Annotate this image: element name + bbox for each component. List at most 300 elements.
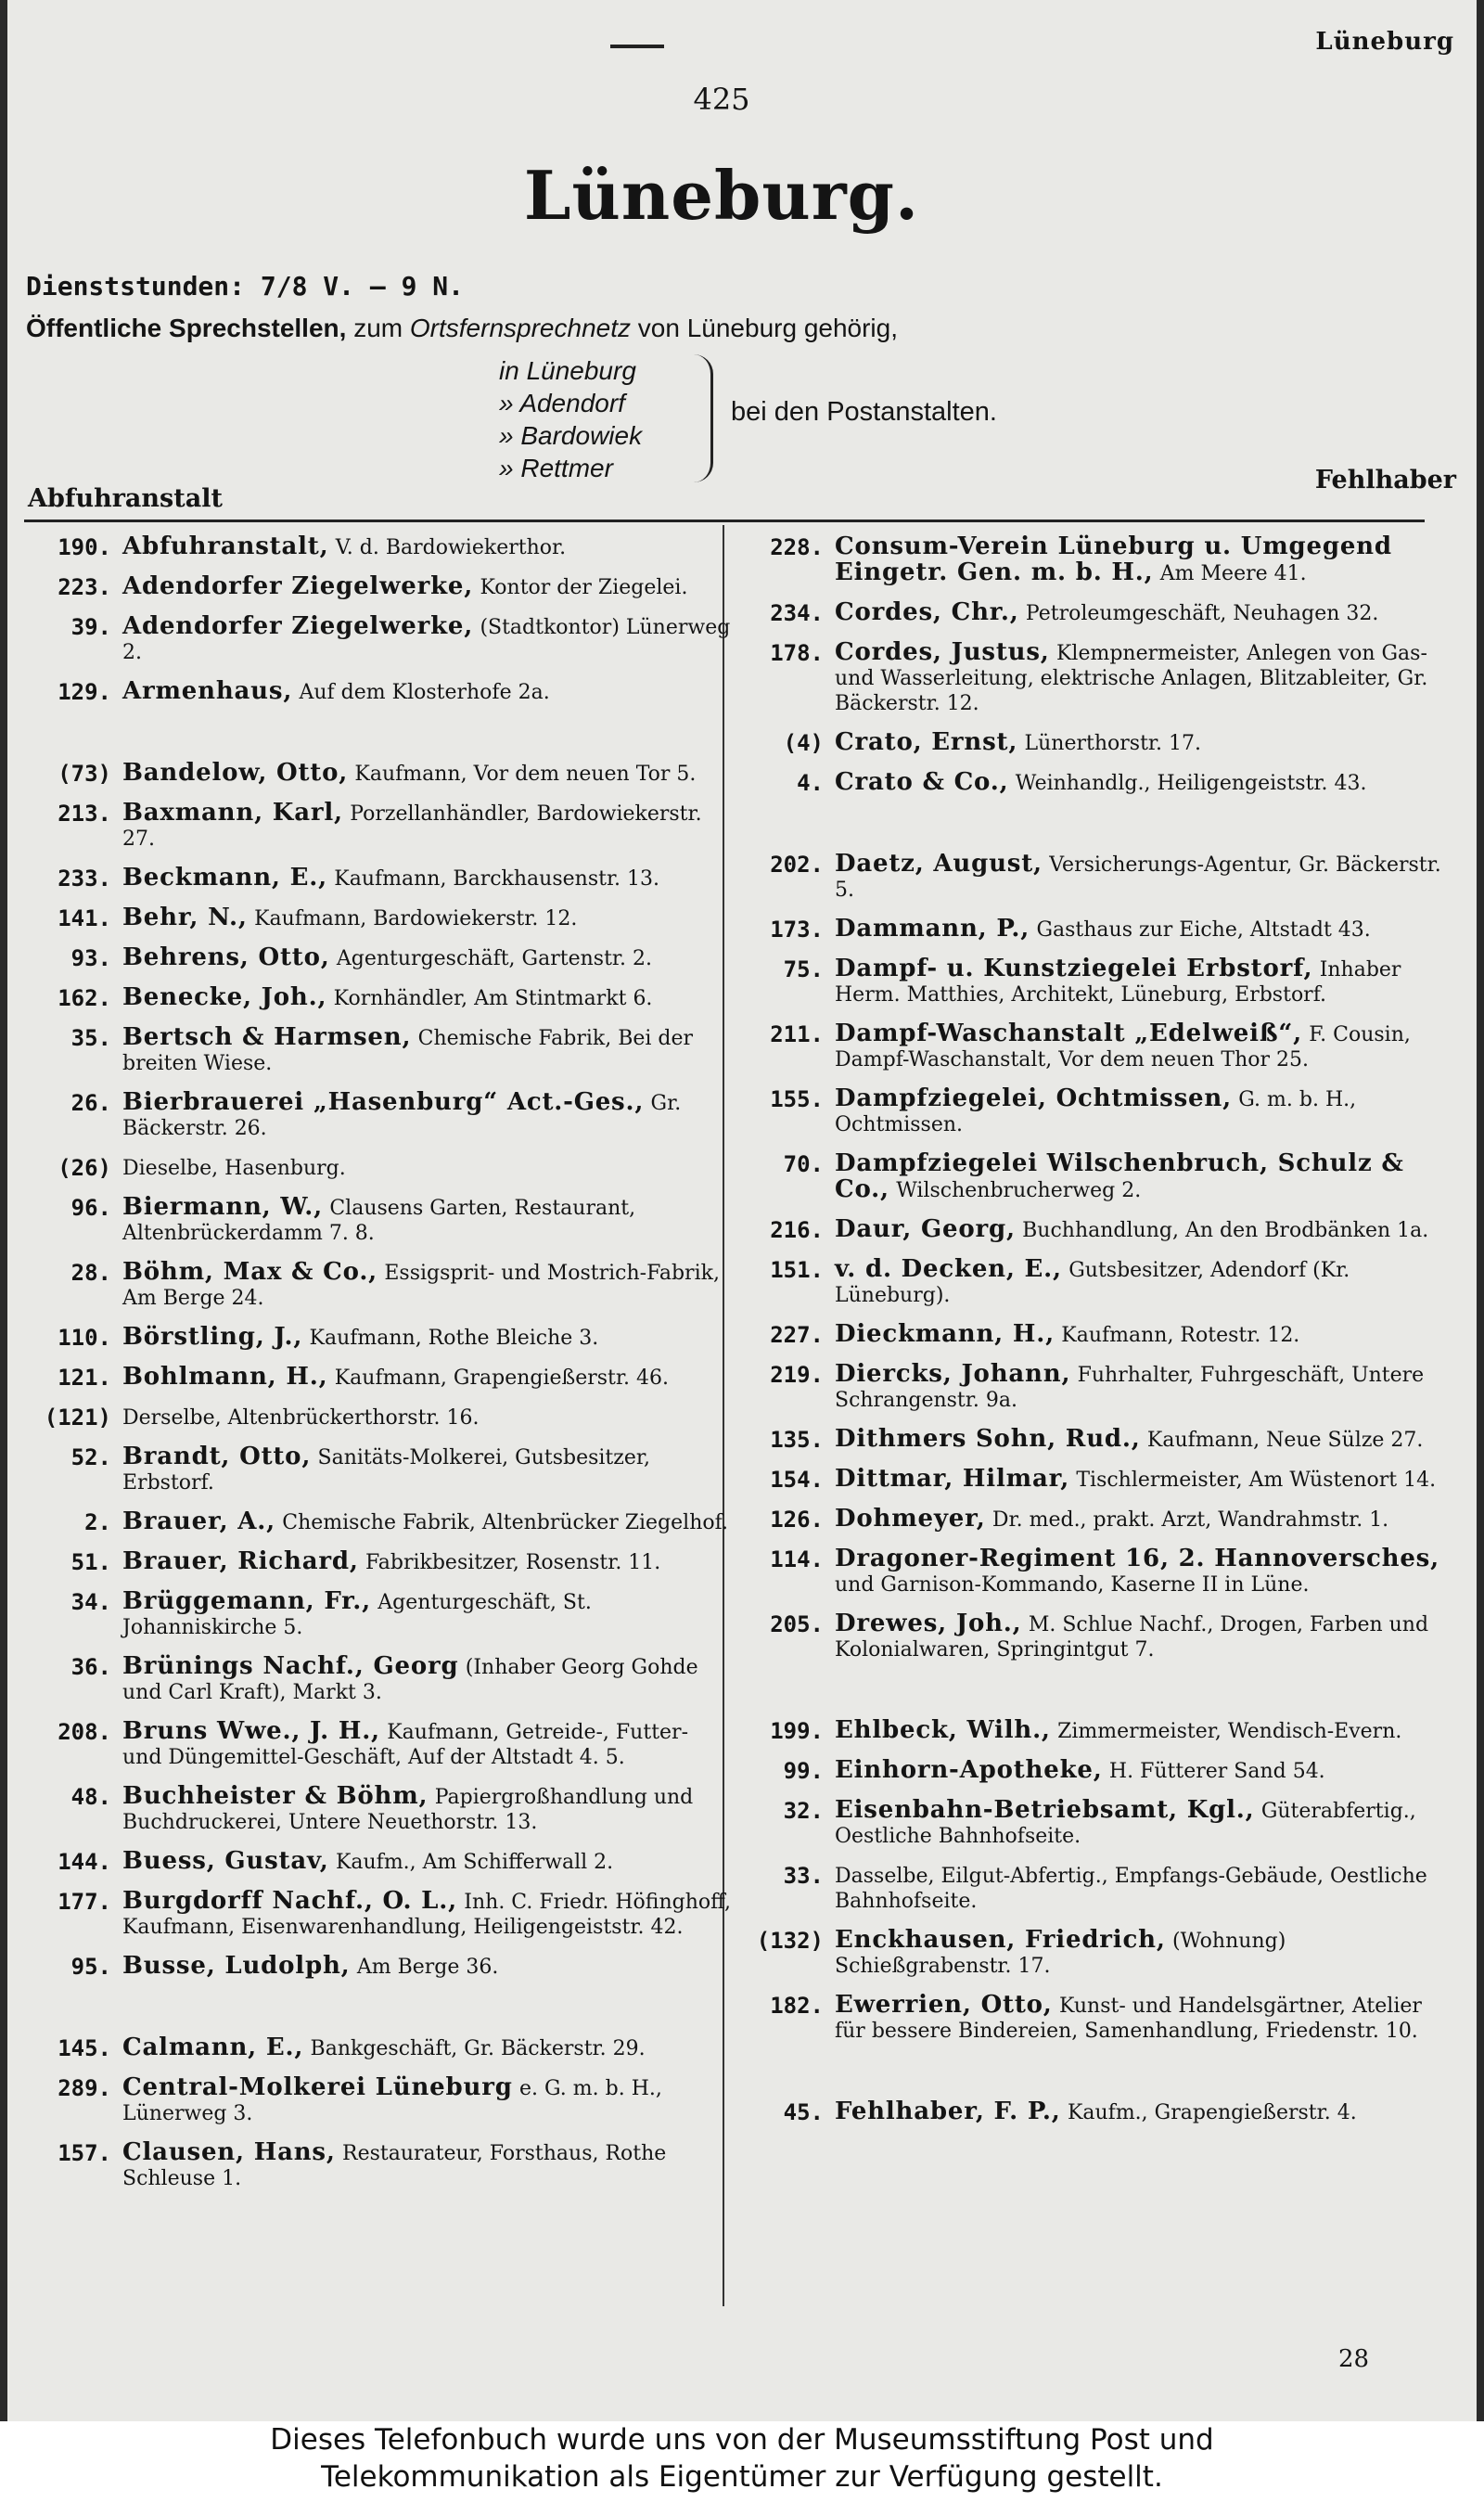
subscriber-details: Kaufm., Grapengießerstr. 4. bbox=[1067, 2101, 1357, 2124]
directory-entry bbox=[740, 1467, 1454, 1493]
phone-number: 202. bbox=[770, 852, 824, 878]
subscriber-details: Am Meere 41. bbox=[1159, 562, 1307, 585]
place-item: in Lüneburg bbox=[499, 356, 636, 385]
entry-text bbox=[122, 2140, 733, 2191]
phone-number: 141. bbox=[58, 905, 111, 931]
subscriber-name: Bruns Wwe., J. H., bbox=[122, 1717, 380, 1745]
directory-entry bbox=[28, 985, 733, 1011]
subscriber-name: Behrens, Otto, bbox=[122, 943, 330, 971]
entry-text bbox=[122, 1954, 733, 1980]
entry-text bbox=[122, 945, 733, 971]
subscriber-details: (Inhaber Georg Gohde und Carl Kraft), Markt 3. bbox=[122, 1656, 698, 1704]
phone-number: 162. bbox=[58, 985, 111, 1011]
entry-text bbox=[835, 1718, 1454, 1744]
entry-text bbox=[835, 1758, 1454, 1784]
service-hours: Dienststunden: 7/8 V. — 9 N. bbox=[26, 271, 465, 302]
place-item: » Rettmer bbox=[499, 454, 613, 482]
subscriber-name: Crato & Co., bbox=[835, 768, 1009, 796]
directory-entry bbox=[28, 2075, 733, 2126]
phone-number: 75. bbox=[783, 956, 824, 982]
subscriber-details: Kaufmann, Rothe Bleiche 3. bbox=[309, 1327, 599, 1350]
phone-number: 173. bbox=[770, 917, 824, 943]
subscriber-name: Bandelow, Otto, bbox=[122, 759, 349, 787]
phone-number: 213. bbox=[58, 801, 111, 827]
subscriber-name: Crato, Ernst, bbox=[835, 728, 1018, 756]
entry-text bbox=[122, 2035, 733, 2061]
entry-text bbox=[122, 761, 733, 787]
entry-text bbox=[835, 730, 1454, 756]
subscriber-details: Gutsbesitzer, Adendorf (Kr. Lüneburg). bbox=[835, 1259, 1350, 1307]
directory-entry bbox=[28, 1365, 733, 1391]
subscriber-name: Burgdorff Nachf., O. L., bbox=[122, 1887, 457, 1915]
directory-entry bbox=[740, 640, 1454, 716]
right-column bbox=[740, 534, 1454, 2139]
subscriber-name: Dithmers Sohn, Rud., bbox=[835, 1425, 1141, 1453]
directory-entry bbox=[740, 1086, 1454, 1137]
subscriber-details: Wilschenbrucherweg 2. bbox=[896, 1179, 1142, 1202]
phone-number: 155. bbox=[770, 1086, 824, 1112]
subscriber-details: Zimmermeister, Wendisch-Evern. bbox=[1057, 1720, 1402, 1743]
directory-entry bbox=[740, 1257, 1454, 1308]
entry-text bbox=[835, 1362, 1454, 1413]
subscriber-name: Adendorfer Ziegelwerke, bbox=[122, 612, 474, 640]
subscriber-name: Dohmeyer, bbox=[835, 1505, 986, 1533]
place-item: » Bardowiek bbox=[499, 421, 643, 450]
subscriber-details: Weinhandlg., Heiligengeiststr. 43. bbox=[1015, 772, 1367, 795]
subscriber-details: Güterabfertig., Oestliche Bahnhofseite. bbox=[835, 1800, 1416, 1848]
subscriber-name: Bertsch & Harmsen, bbox=[122, 1023, 412, 1051]
directory-entry bbox=[740, 956, 1454, 1007]
entry-text bbox=[835, 1928, 1454, 1979]
entry-text bbox=[122, 574, 733, 600]
subscriber-name: Daur, Georg, bbox=[835, 1215, 1016, 1243]
subscriber-name: Consum-Verein Lüneburg u. Umgegend Eingetr. Gen. m. b. H., bbox=[835, 532, 1392, 586]
subscriber-details: Kaufmann, Getreide-, Futter- und Düngemittel-Geschäft, Auf der Altstadt 4. 5. bbox=[122, 1721, 688, 1769]
phone-number: 48. bbox=[70, 1784, 111, 1810]
entry-text bbox=[835, 1322, 1454, 1348]
directory-entry bbox=[28, 1589, 733, 1640]
entry-text bbox=[122, 1365, 733, 1391]
entry-text bbox=[835, 770, 1454, 796]
phone-number: 178. bbox=[770, 640, 824, 666]
directory-entry bbox=[28, 614, 733, 665]
phone-number: 33. bbox=[783, 1863, 824, 1889]
phone-number: 110. bbox=[58, 1325, 111, 1351]
subscriber-name: Beckmann, E., bbox=[122, 864, 327, 892]
entry-text bbox=[835, 2099, 1454, 2125]
entry-text bbox=[835, 917, 1454, 943]
subscriber-name: Börstling, J., bbox=[122, 1323, 303, 1351]
entry-text bbox=[835, 1546, 1454, 1597]
subscriber-details: und Garnison-Kommando, Kaserne II in Lüne. bbox=[835, 1573, 1310, 1597]
subscriber-details: Tischlermeister, Am Wüstenort 14. bbox=[1076, 1469, 1437, 1492]
subscriber-name: Brauer, Richard, bbox=[122, 1547, 359, 1575]
subscriber-details: H. Fütterer Sand 54. bbox=[1108, 1760, 1325, 1783]
phone-number: 223. bbox=[58, 574, 111, 600]
subscriber-name: Drewes, Joh., bbox=[835, 1610, 1022, 1637]
subscriber-name: Brauer, A., bbox=[122, 1508, 275, 1535]
directory-entry bbox=[28, 1509, 733, 1535]
phone-number: 289. bbox=[58, 2075, 111, 2101]
subscriber-name: Central-Molkerei Lüneburg bbox=[122, 2073, 513, 2101]
directory-entry bbox=[740, 852, 1454, 903]
subscriber-details: F. Cousin, Dampf-Waschanstalt, Vor dem neuen Thor 25. bbox=[835, 1023, 1411, 1071]
directory-entry bbox=[740, 1718, 1454, 1744]
phone-number: 51. bbox=[70, 1549, 111, 1575]
subscriber-name: Bohlmann, H., bbox=[122, 1363, 328, 1391]
phone-number: (4) bbox=[783, 730, 824, 756]
entry-text bbox=[122, 1405, 733, 1431]
phone-number: 121. bbox=[58, 1365, 111, 1391]
subscriber-details: Buchhandlung, An den Brodbänken 1a. bbox=[1022, 1219, 1429, 1242]
directory-entry bbox=[740, 1863, 1454, 1914]
subscriber-details: Kaufmann, Neue Sülze 27. bbox=[1146, 1429, 1424, 1452]
subscriber-name: Abfuhranstalt, bbox=[122, 532, 329, 560]
phone-number: 32. bbox=[783, 1798, 824, 1824]
entry-text bbox=[122, 1784, 733, 1835]
subscriber-name: Böhm, Max & Co., bbox=[122, 1258, 378, 1286]
catchword-left: Abfuhranstalt bbox=[28, 484, 223, 513]
phone-number: 199. bbox=[770, 1718, 824, 1744]
subscriber-name: Brüggemann, Fr., bbox=[122, 1587, 371, 1615]
directory-entry bbox=[28, 1260, 733, 1311]
phone-number: 99. bbox=[783, 1758, 824, 1784]
entry-text bbox=[835, 1086, 1454, 1137]
brace-note: bei den Postanstalten. bbox=[731, 397, 997, 427]
subscriber-name: Cordes, Justus, bbox=[835, 638, 1050, 666]
subscriber-details: G. m. b. H., Ochtmissen. bbox=[835, 1088, 1357, 1136]
subscriber-details: Kaufm., Am Schifferwall 2. bbox=[335, 1851, 614, 1874]
subscriber-details: Restaurateur, Forsthaus, Rothe Schleuse 1. bbox=[122, 2142, 667, 2190]
directory-entry bbox=[28, 1654, 733, 1705]
subscriber-name: Fehlhaber, F. P., bbox=[835, 2098, 1061, 2125]
directory-entry bbox=[740, 1798, 1454, 1849]
subscriber-details: Derselbe, Altenbrückerthorstr. 16. bbox=[122, 1406, 480, 1430]
phone-number: 28. bbox=[70, 1260, 111, 1286]
phone-number: 208. bbox=[58, 1719, 111, 1745]
directory-entry bbox=[28, 1195, 733, 1246]
entry-text bbox=[122, 1444, 733, 1495]
directory-entry bbox=[28, 534, 733, 560]
entry-text bbox=[835, 1863, 1454, 1914]
directory-entry bbox=[28, 1784, 733, 1835]
phone-number: 126. bbox=[770, 1507, 824, 1533]
directory-entry bbox=[740, 1928, 1454, 1979]
footer-line-1: Dieses Telefonbuch wurde uns von der Museumsstiftung Post und bbox=[270, 2423, 1214, 2457]
entry-text bbox=[835, 1611, 1454, 1662]
directory-entry bbox=[740, 1611, 1454, 1662]
entry-text bbox=[835, 600, 1454, 626]
subscriber-details: Inhaber Herm. Matthies, Architekt, Lüneburg, Erbstorf. bbox=[835, 958, 1401, 1007]
subscriber-details: Lünerthorstr. 17. bbox=[1024, 732, 1201, 755]
directory-entry bbox=[740, 1021, 1454, 1072]
entry-text bbox=[835, 1467, 1454, 1493]
subscriber-name: Ewerrien, Otto, bbox=[835, 1991, 1053, 2019]
directory-entry bbox=[28, 679, 733, 705]
subscriber-details: Kaufmann, Grapengießerstr. 46. bbox=[334, 1366, 669, 1390]
subscriber-name: Adendorfer Ziegelwerke, bbox=[122, 572, 474, 600]
directory-entry bbox=[740, 1758, 1454, 1784]
subscriber-details: Papiergroßhandlung und Buchdruckerei, Untere Neuethorstr. 13. bbox=[122, 1786, 694, 1834]
subscriber-name: Behr, N., bbox=[122, 904, 248, 931]
entry-text bbox=[122, 1654, 733, 1705]
entry-text bbox=[122, 614, 733, 665]
entry-text bbox=[122, 1025, 733, 1076]
subscriber-name: Cordes, Chr., bbox=[835, 598, 1019, 626]
public-stations-end: von Lüneburg gehörig, bbox=[637, 314, 898, 342]
subscriber-name: Enckhausen, Friedrich, bbox=[835, 1926, 1166, 1954]
subscriber-name: v. d. Decken, E., bbox=[835, 1255, 1062, 1283]
phone-number: 144. bbox=[58, 1849, 111, 1875]
phone-number: 2. bbox=[84, 1509, 111, 1535]
subscriber-name: Dampf-Waschanstalt „Edelweiß“, bbox=[835, 1020, 1302, 1047]
entry-text bbox=[122, 1325, 733, 1351]
entry-text bbox=[122, 1260, 733, 1311]
phone-number: 211. bbox=[770, 1021, 824, 1047]
directory-entry bbox=[28, 1025, 733, 1076]
directory-entry bbox=[28, 1849, 733, 1875]
entry-text bbox=[835, 1427, 1454, 1453]
directory-entry bbox=[28, 1444, 733, 1495]
subscriber-name: Buess, Gustav, bbox=[122, 1847, 329, 1875]
phone-number: 70. bbox=[783, 1151, 824, 1177]
entry-text bbox=[122, 534, 733, 560]
subscriber-details: Chemische Fabrik, Altenbrücker Ziegelhof. bbox=[282, 1511, 728, 1534]
phone-number: 234. bbox=[770, 600, 824, 626]
running-head: Lüneburg bbox=[1315, 28, 1454, 56]
subscriber-name: Dammann, P., bbox=[835, 915, 1030, 943]
subscriber-details: (Wohnung) Schießgrabenstr. 17. bbox=[835, 1930, 1286, 1978]
phone-number: 205. bbox=[770, 1611, 824, 1637]
directory-entry bbox=[28, 574, 733, 600]
subscriber-details: M. Schlue Nachf., Drogen, Farben und Kolonialwaren, Springintgut 7. bbox=[835, 1613, 1429, 1662]
entry-text bbox=[122, 1719, 733, 1770]
directory-entry bbox=[740, 1427, 1454, 1453]
subscriber-details: Dr. med., prakt. Arzt, Wandrahmstr. 1. bbox=[991, 1508, 1389, 1532]
directory-entry bbox=[740, 1993, 1454, 2044]
entry-text bbox=[122, 905, 733, 931]
phone-number: 219. bbox=[770, 1362, 824, 1388]
phone-number: 39. bbox=[70, 614, 111, 640]
directory-entry bbox=[740, 600, 1454, 626]
directory-entry bbox=[28, 2140, 733, 2191]
entry-text bbox=[835, 1507, 1454, 1533]
subscriber-details: Porzellanhändler, Bardowiekerstr. 27. bbox=[122, 802, 702, 851]
subscriber-details: (Stadtkontor) Lünerweg 2. bbox=[122, 616, 731, 664]
subscriber-name: Daetz, August, bbox=[835, 850, 1043, 878]
subscriber-name: Baxmann, Karl, bbox=[122, 799, 343, 827]
subscriber-name: Armenhaus, bbox=[122, 677, 293, 705]
entry-text bbox=[835, 1217, 1454, 1243]
phone-number: 129. bbox=[58, 679, 111, 705]
subscriber-name: Dieckmann, H., bbox=[835, 1320, 1055, 1348]
directory-entry bbox=[740, 1217, 1454, 1243]
entry-text bbox=[835, 1257, 1454, 1308]
subscriber-details: Agenturgeschäft, St. Johanniskirche 5. bbox=[122, 1591, 592, 1639]
signature-number: 28 bbox=[1338, 2345, 1370, 2373]
subscriber-details: Klempnermeister, Anlegen von Gas- und Wasserleitung, elektrische Anlagen, Blitzableiter, Gr. Bäckerstr. 12. bbox=[835, 642, 1428, 715]
subscriber-name: Buchheister & Böhm, bbox=[122, 1782, 429, 1810]
directory-entry bbox=[740, 1151, 1454, 1203]
phone-number: 26. bbox=[70, 1090, 111, 1116]
subscriber-details: Dieselbe, Hasenburg. bbox=[122, 1157, 346, 1180]
phone-number: 190. bbox=[58, 534, 111, 560]
subscriber-details: Fabrikbesitzer, Rosenstr. 11. bbox=[365, 1551, 661, 1574]
subscriber-details: Versicherungs-Agentur, Gr. Bäckerstr. 5. bbox=[835, 853, 1441, 902]
subscriber-details: Dasselbe, Eilgut-Abfertig., Empfangs-Gebäude, Oestliche Bahnhofseite. bbox=[835, 1865, 1427, 1913]
subscriber-details: Kornhändler, Am Stintmarkt 6. bbox=[333, 987, 653, 1010]
subscriber-details: Kaufmann, Rotestr. 12. bbox=[1061, 1324, 1300, 1347]
phone-number: 36. bbox=[70, 1654, 111, 1680]
phone-number: 151. bbox=[770, 1257, 824, 1283]
public-stations-network: Ortsfernsprechnetz bbox=[409, 314, 631, 342]
entry-text bbox=[835, 1993, 1454, 2044]
subscriber-name: Benecke, Joh., bbox=[122, 983, 327, 1011]
entry-text bbox=[835, 1021, 1454, 1072]
left-column bbox=[28, 534, 733, 2205]
subscriber-name: Dampfziegelei, Ochtmissen, bbox=[835, 1084, 1232, 1112]
phone-number: 145. bbox=[58, 2035, 111, 2061]
directory-entry bbox=[740, 917, 1454, 943]
phone-number: 35. bbox=[70, 1025, 111, 1051]
directory-entry bbox=[740, 2099, 1454, 2125]
directory-entry bbox=[28, 1090, 733, 1141]
phone-number: 182. bbox=[770, 1993, 824, 2019]
directory-entry bbox=[28, 1719, 733, 1770]
phone-number: 154. bbox=[770, 1467, 824, 1493]
subscriber-name: Ehlbeck, Wilh., bbox=[835, 1716, 1051, 1744]
entry-text bbox=[122, 1195, 733, 1246]
subscriber-details: V. d. Bardowiekerthor. bbox=[335, 536, 567, 559]
entry-text bbox=[122, 801, 733, 852]
subscriber-name: Dragoner-Regiment 16, 2. Hannoversches, bbox=[835, 1545, 1439, 1572]
phone-number: (121) bbox=[44, 1405, 111, 1431]
header-rule bbox=[24, 520, 1425, 522]
subscriber-details: Chemische Fabrik, Bei der breiten Wiese. bbox=[122, 1027, 694, 1075]
subscriber-name: Eisenbahn-Betriebsamt, Kgl., bbox=[835, 1796, 1255, 1824]
subscriber-details: Kaufmann, Vor dem neuen Tor 5. bbox=[354, 763, 697, 786]
entry-text bbox=[835, 956, 1454, 1007]
public-stations-line bbox=[26, 314, 898, 343]
entry-text bbox=[122, 1889, 733, 1940]
phone-number: (73) bbox=[58, 761, 111, 787]
directory-entry bbox=[28, 866, 733, 892]
directory-entry bbox=[28, 761, 733, 787]
directory-entry bbox=[28, 1889, 733, 1940]
directory-entry bbox=[28, 905, 733, 931]
entry-text bbox=[122, 1589, 733, 1640]
phone-number: 135. bbox=[770, 1427, 824, 1453]
public-stations-label: Öffentliche Sprechstellen, bbox=[26, 314, 347, 342]
subscriber-details: e. G. m. b. H., Lünerweg 3. bbox=[122, 2077, 662, 2125]
directory-entry bbox=[740, 534, 1454, 586]
subscriber-details: Kaufmann, Bardowiekerstr. 12. bbox=[254, 907, 578, 930]
page-title: Lüneburg. bbox=[523, 156, 920, 235]
directory-entry bbox=[28, 1155, 733, 1181]
page-number: 425 bbox=[693, 82, 750, 117]
subscriber-name: Diercks, Johann, bbox=[835, 1360, 1071, 1388]
subscriber-name: Brandt, Otto, bbox=[122, 1443, 312, 1470]
directory-page bbox=[7, 0, 1477, 2421]
subscriber-details: Am Berge 36. bbox=[356, 1956, 499, 1979]
subscriber-name: Biermann, W., bbox=[122, 1193, 324, 1221]
phone-number: 95. bbox=[70, 1954, 111, 1980]
subscriber-details: Gasthaus zur Eiche, Altstadt 43. bbox=[1036, 918, 1371, 942]
subscriber-name: Busse, Ludolph, bbox=[122, 1952, 351, 1980]
subscriber-details: Inh. C. Friedr. Höfinghoff, Kaufmann, Eisenwarenhandlung, Heiligengeiststr. 42. bbox=[122, 1891, 731, 1939]
phone-number: 157. bbox=[58, 2140, 111, 2166]
curly-brace bbox=[694, 354, 713, 482]
entry-text bbox=[122, 679, 733, 705]
subscriber-details: Clausens Garten, Restaurant, Altenbrückerdamm 7. 8. bbox=[122, 1197, 636, 1245]
directory-entry bbox=[740, 770, 1454, 796]
phone-number: 96. bbox=[70, 1195, 111, 1221]
phone-number: 228. bbox=[770, 534, 824, 560]
entry-text bbox=[835, 534, 1454, 586]
entry-text bbox=[835, 1798, 1454, 1849]
subscriber-details: Sanitäts-Molkerei, Gutsbesitzer, Erbstorf. bbox=[122, 1446, 650, 1495]
entry-text bbox=[122, 866, 733, 892]
directory-entry bbox=[28, 1405, 733, 1431]
entry-text bbox=[122, 1155, 733, 1181]
directory-entry bbox=[740, 1546, 1454, 1597]
directory-entry bbox=[28, 1325, 733, 1351]
entry-text bbox=[122, 2075, 733, 2126]
entry-text bbox=[122, 1090, 733, 1141]
entry-text bbox=[122, 985, 733, 1011]
subscriber-details: Fuhrhalter, Fuhrgeschäft, Untere Schrangenstr. 9a. bbox=[835, 1364, 1425, 1412]
entry-text bbox=[835, 852, 1454, 903]
subscriber-name: Calmann, E., bbox=[122, 2034, 304, 2061]
directory-entry bbox=[28, 1954, 733, 1980]
directory-entry bbox=[28, 945, 733, 971]
phone-number: 93. bbox=[70, 945, 111, 971]
footer-notice bbox=[0, 2421, 1484, 2502]
entry-text bbox=[122, 1509, 733, 1535]
directory-entry bbox=[28, 1549, 733, 1575]
subscriber-name: Clausen, Hans, bbox=[122, 2138, 336, 2166]
directory-entry bbox=[28, 801, 733, 852]
subscriber-name: Dittmar, Hilmar, bbox=[835, 1465, 1070, 1493]
subscriber-name: Dampfziegelei Wilschenbruch, Schulz & Co., bbox=[835, 1149, 1404, 1203]
catchword-right: Fehlhaber bbox=[1314, 466, 1456, 494]
subscriber-details: Petroleumgeschäft, Neuhagen 32. bbox=[1025, 602, 1379, 625]
phone-number: 45. bbox=[783, 2099, 824, 2125]
phone-number: 34. bbox=[70, 1589, 111, 1615]
subscriber-details: Agenturgeschäft, Gartenstr. 2. bbox=[336, 947, 652, 970]
subscriber-name: Bierbrauerei „Hasenburg“ Act.-Ges., bbox=[122, 1088, 645, 1116]
subscriber-name: Einhorn-Apotheke, bbox=[835, 1756, 1103, 1784]
directory-entry bbox=[740, 1362, 1454, 1413]
phone-number: 177. bbox=[58, 1889, 111, 1915]
entry-text bbox=[835, 1151, 1454, 1203]
directory-entry bbox=[740, 730, 1454, 756]
phone-number: 114. bbox=[770, 1546, 824, 1572]
footer-line-2: Telekommunikation als Eigentümer zur Verfügung gestellt. bbox=[321, 2460, 1163, 2494]
subscriber-details: Kontor der Ziegelei. bbox=[480, 576, 688, 599]
directory-entry bbox=[28, 2035, 733, 2061]
phone-number: 216. bbox=[770, 1217, 824, 1243]
directory-entry bbox=[740, 1507, 1454, 1533]
subscriber-details: Kaufmann, Barckhausenstr. 13. bbox=[334, 867, 660, 891]
entry-text bbox=[122, 1849, 733, 1875]
phone-number: 233. bbox=[58, 866, 111, 892]
subscriber-details: Gr. Bäckerstr. 26. bbox=[122, 1092, 682, 1140]
entry-text bbox=[122, 1549, 733, 1575]
phone-number: 227. bbox=[770, 1322, 824, 1348]
subscriber-details: Essigsprit- und Mostrich-Fabrik, Am Berge 24. bbox=[122, 1262, 720, 1310]
directory-entry bbox=[740, 1322, 1454, 1348]
